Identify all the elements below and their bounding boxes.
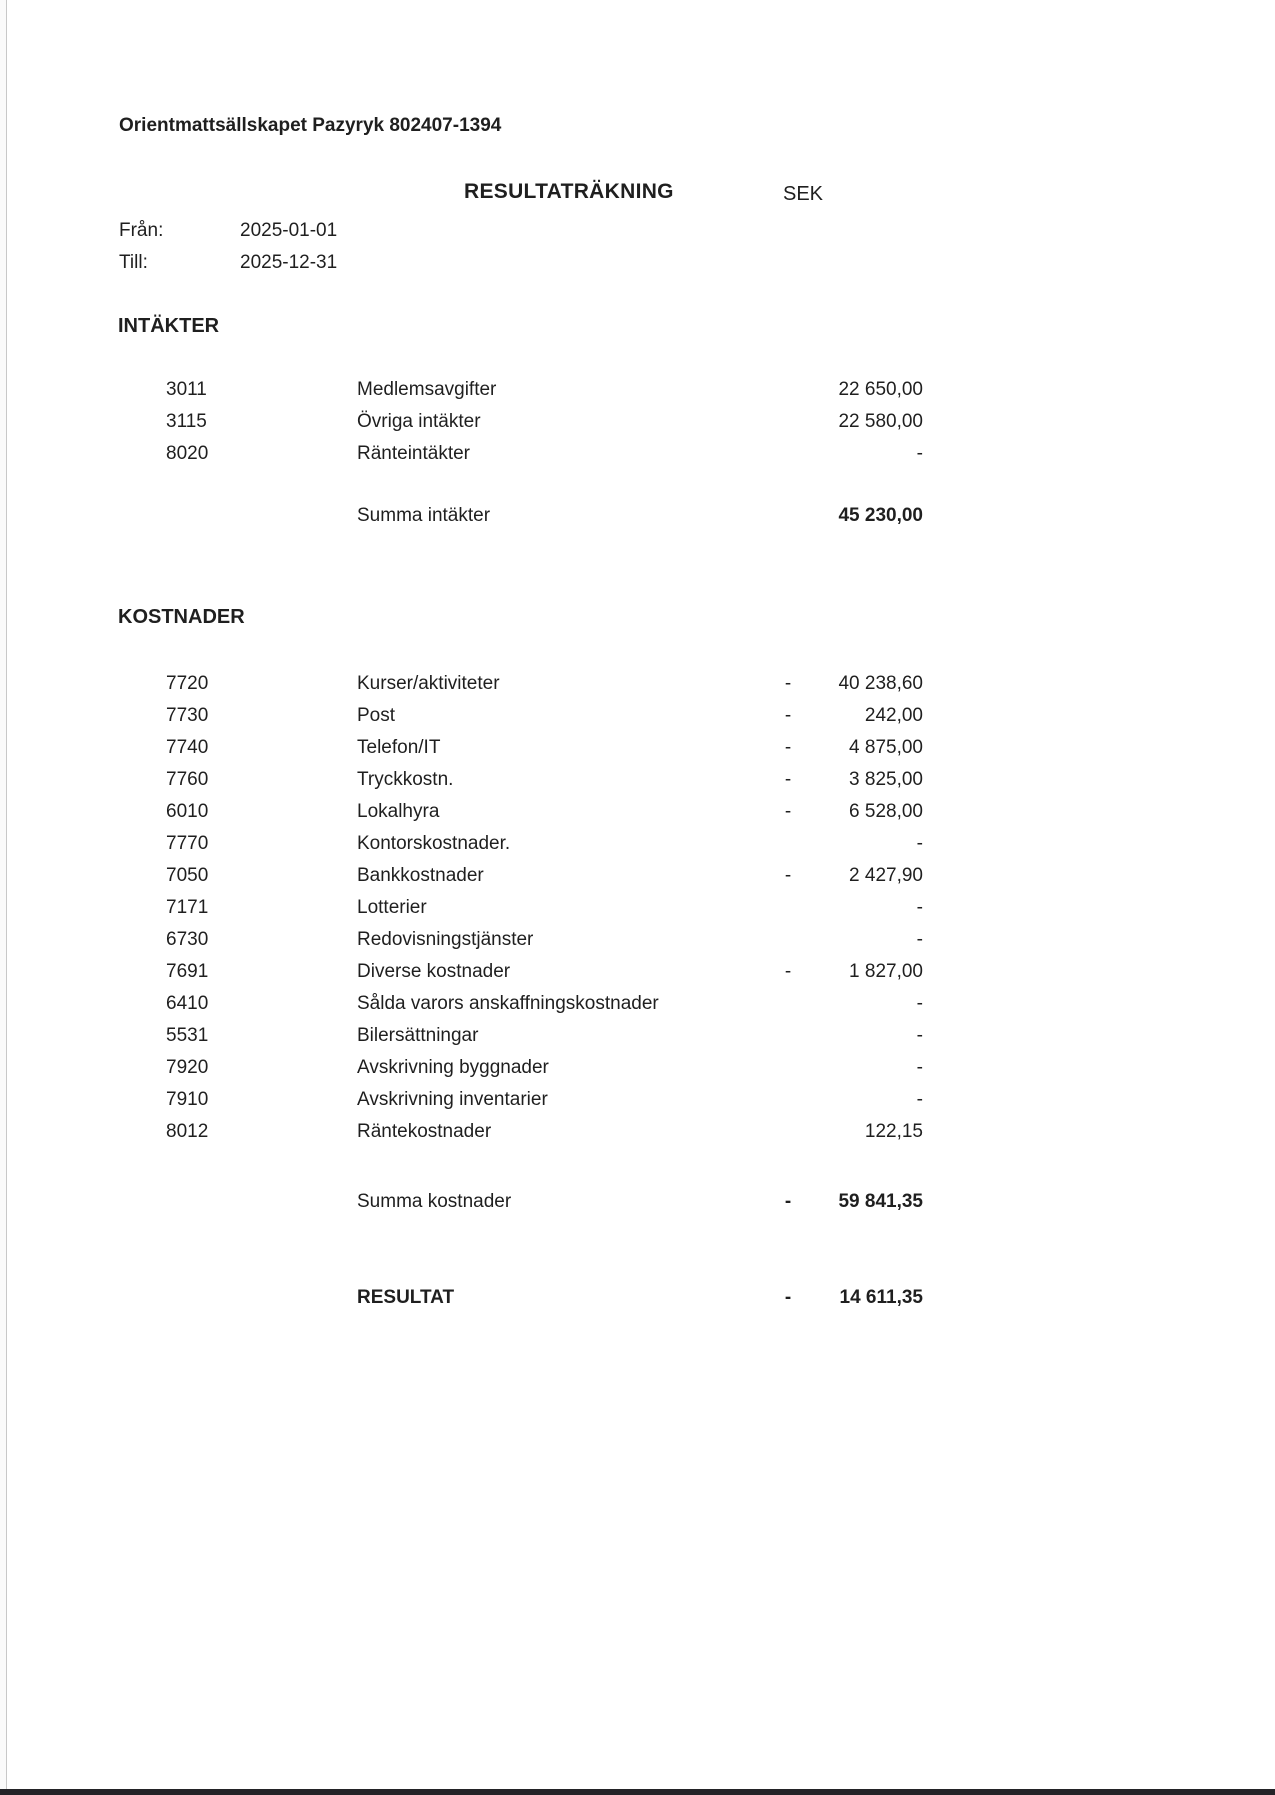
account-label: Avskrivning inventarier [357,1089,548,1110]
account-number: 5531 [166,1025,209,1046]
account-number: 3011 [166,379,207,400]
amount-value: 3 825,00 [849,769,923,790]
account-number: 7171 [166,897,209,918]
amount-value: 40 238,60 [838,673,923,694]
account-label: Post [357,705,396,726]
table-row [0,374,1275,406]
period-to-value: 2025-12-31 [240,252,338,273]
account-number: 7770 [166,833,209,854]
negative-sign: - [784,737,792,758]
account-number: 7740 [166,737,209,758]
account-number: 6730 [166,929,209,950]
table-row [0,732,1275,764]
account-label: Sålda varors anskaffningskostnader [357,993,659,1014]
result-sign: - [784,1287,792,1308]
amount-value: - [916,1025,923,1046]
amount-value: - [916,833,923,854]
income-total-label: Summa intäkter [357,505,491,526]
costs-total-row [0,1186,1275,1218]
account-label: Räntekostnader [357,1121,492,1142]
table-row [0,668,1275,700]
amount-value: - [916,1089,923,1110]
table-row [0,1116,1275,1148]
income-total-amount: 45 230,00 [838,505,923,526]
period-to-label: Till: [119,252,148,273]
table-row [0,1020,1275,1052]
account-label: Avskrivning byggnader [357,1057,549,1078]
account-label: Tryckkostn. [357,769,454,790]
account-number: 8012 [166,1121,209,1142]
table-row [0,988,1275,1020]
amount-value: 2 427,90 [849,865,923,886]
table-row [0,1084,1275,1116]
account-label: Redovisningstjänster [357,929,534,950]
table-row [0,796,1275,828]
account-number: 7050 [166,865,209,886]
table-row [0,828,1275,860]
amount-value: 22 580,00 [838,411,923,432]
negative-sign: - [784,769,792,790]
negative-sign: - [784,865,792,886]
amount-value: - [916,929,923,950]
table-row [0,956,1275,988]
negative-sign: - [784,801,792,822]
costs-total-label: Summa kostnader [357,1191,512,1212]
income-section-heading: INTÄKTER [118,315,220,337]
negative-sign: - [784,705,792,726]
document-title: RESULTATRÄKNING [464,180,674,203]
table-row [0,924,1275,956]
account-label: Kurser/aktiviteter [357,673,500,694]
account-label: Bankkostnader [357,865,484,886]
account-number: 7760 [166,769,209,790]
account-label: Lotterier [357,897,427,918]
amount-value: - [916,1057,923,1078]
account-number: 6410 [166,993,209,1014]
amount-value: - [916,443,923,464]
negative-sign: - [784,673,792,694]
table-row [0,764,1275,796]
income-total-row [0,500,1275,532]
amount-value: 122,15 [864,1121,923,1142]
amount-value: 6 528,00 [849,801,923,822]
result-label: RESULTAT [357,1287,455,1308]
account-number: 6010 [166,801,209,822]
account-label: Övriga intäkter [357,411,481,432]
account-label: Kontorskostnader. [357,833,511,854]
table-row [0,860,1275,892]
currency-label: SEK [783,183,824,205]
company-header: Orientmattsällskapet Pazyryk 802407-1394 [119,115,502,136]
account-label: Telefon/IT [357,737,441,758]
account-number: 7720 [166,673,209,694]
bottom-edge-bar [0,1789,1275,1795]
period-from-label: Från: [119,220,164,241]
costs-total-amount: 59 841,35 [838,1191,923,1212]
account-label: Lokalhyra [357,801,440,822]
costs-rows [0,668,1275,1148]
amount-value: 4 875,00 [849,737,923,758]
amount-value: 22 650,00 [838,379,923,400]
amount-value: - [916,993,923,1014]
table-row [0,438,1275,470]
account-label: Diverse kostnader [357,961,511,982]
account-number: 8020 [166,443,209,464]
result-amount: 14 611,35 [839,1287,923,1308]
costs-section-heading: KOSTNADER [118,606,245,628]
negative-sign: - [784,961,792,982]
account-label: Bilersättningar [357,1025,479,1046]
account-number: 7920 [166,1057,209,1078]
account-number: 7691 [166,961,209,982]
account-number: 7730 [166,705,209,726]
account-number: 3115 [166,411,207,432]
account-label: Medlemsavgifter [357,379,497,400]
table-row [0,1052,1275,1084]
period-from-value: 2025-01-01 [240,220,338,241]
costs-total-sign: - [784,1191,792,1212]
income-rows [0,374,1275,470]
account-label: Ränteintäkter [357,443,471,464]
amount-value: - [916,897,923,918]
account-number: 7910 [166,1089,209,1110]
amount-value: 242,00 [864,705,923,726]
table-row [0,700,1275,732]
table-row [0,406,1275,438]
result-row [0,1282,1275,1314]
amount-value: 1 827,00 [849,961,923,982]
table-row [0,892,1275,924]
